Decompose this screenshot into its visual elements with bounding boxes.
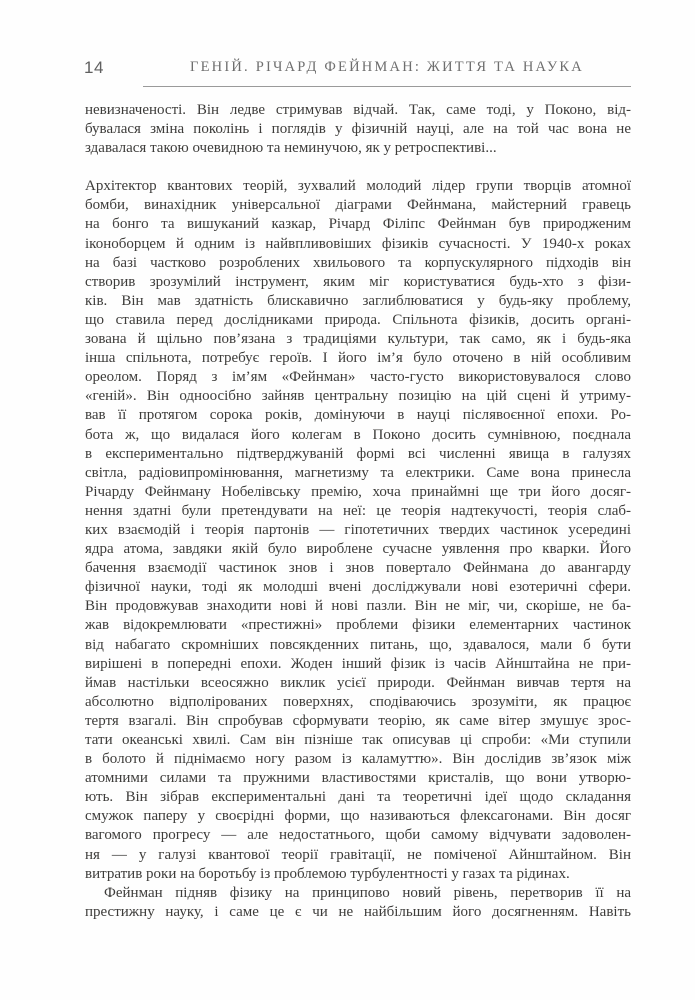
text-line: на базі частково розроблених хвильового та корпускулярного підходів він — [85, 254, 631, 271]
paragraph — [85, 177, 631, 883]
text-line: ореолом. Поряд з ім’ям «Фейнман» часто-густо використовувалося слово — [85, 369, 631, 386]
text-line: Річарду Фейнману Нобелівську премію, хоча принаймні ще три його досяг- — [85, 483, 631, 500]
text-line: ків. Він мав здатність блискавично заглиблюватися у будь-яку проблему, — [85, 292, 631, 309]
text-line: що ставила перед дослідниками природа. Спільнота фізиків, досить органі- — [85, 311, 631, 328]
text-line: в болото й піднімаємо ногу разом із каламуттю». Він дослідив зв’язок між — [85, 751, 631, 768]
text-line: на бонго та вишуканий казкар, Річард Філіпс Фейнман був природженим — [85, 216, 631, 233]
text-column — [85, 101, 631, 922]
text-line: світла, радіовипромінювання, магнетизму та електрики. Саме вона принесла — [85, 464, 631, 481]
text-line: ймав настільки всеосяжно виклик усієї природи. Фейнман вивчав тертя на — [85, 674, 631, 691]
text-line: Фейнман підняв фізику на принципово новий рівень, перетворив її на — [104, 884, 631, 901]
paragraph — [85, 101, 631, 158]
page-number: 14 — [84, 58, 104, 77]
text-line: вирішені в попередні епохи. Жоден інший фізик із часів Айнштайна не при- — [85, 655, 631, 672]
running-head — [0, 57, 695, 91]
text-line: витратив роки на боротьбу із проблемою турбулентності у газах та рідинах. — [85, 865, 570, 882]
text-line: ють. Він зібрав експериментальні дані та теоретичні ідеї щодо складання — [85, 789, 631, 806]
text-line: «геній». Він одноосібно зайняв центральну позицію на цій сцені й утриму- — [85, 388, 631, 405]
text-line: Архітектор квантових теорій, зухвалий молодий лідер групи творців атомної — [85, 178, 631, 195]
text-line: атомними силами та пружними властивостями кристалів, що вони утворю- — [85, 770, 631, 787]
text-line: створив зрозумілий інструмент, яким міг користуватися будь-хто з фізи- — [85, 273, 631, 290]
text-line: фізичної науки, тоді як молодші вчені досліджували нові езотеричні сфери. — [85, 579, 631, 596]
text-line: бувалася зміна поколінь і поглядів у фізичній науці, але на той час вона не — [85, 121, 631, 138]
text-line: ких взаємодій і теорія партонів — гіпотетичних твердих частинок усередині — [85, 521, 631, 538]
text-line: в експериментально підтверджуваній формі всі численні явища в галузях — [85, 445, 631, 462]
text-line: вав її протягом сорока років, домінуючи в науці післявоєнної епохи. Ро- — [85, 407, 631, 424]
text-line: абсолютно відполірованих поверхнях, сподіваючись зрозуміти, як працює — [85, 693, 631, 710]
text-line: престижну науку, і саме це є чи не найбільшим його досягненням. Навіть — [85, 903, 631, 920]
header-title: ГЕНІЙ. РІЧАРД ФЕЙНМАН: ЖИТТЯ ТА НАУКА — [190, 59, 584, 75]
text-line: смужок паперу у своєрідні форми, що називаються флексагонами. Він досяг — [85, 808, 631, 825]
text-line: зована й щільно пов’язана з традиціями культури, так само, як і будь-яка — [85, 331, 631, 348]
text-line: здавалася такою очевидною та неминучою, як у ретроспективі... — [85, 140, 497, 157]
text-line: невизначеності. Він ледве стримував відчай. Так, саме тоді, у Поконо, від- — [85, 102, 631, 118]
text-line: ядра атома, завдяки якій було вироблене сучасне уявлення про кварки. Його — [85, 541, 631, 558]
text-line: тати океанські хвилі. Сам він пізніше так описував ці спроби: «Ми ступили — [85, 732, 631, 748]
text-line: нення здатні були претендувати на неї: це теорія надтекучості, теорія слаб- — [85, 502, 631, 519]
text-line: ня — у галузі квантової теорії гравітації, не поміченої Айнштайном. Він — [85, 846, 631, 863]
text-line: вагомого прогресу — але недостатнього, щоби самому відчувати задоволен- — [85, 827, 631, 844]
text-line: жав відокремлювати «престижні» проблеми фізики елементарних частинок — [85, 617, 631, 634]
text-line: тертя взагалі. Він спробував сформувати теорію, як саме вітер змушує зрос- — [85, 712, 631, 729]
text-line: бота ж, що видалася його колегам в Поконо досить сумнівною, поєднала — [85, 426, 631, 443]
text-line: від набагато скромніших повсякденних питань, що, здавалося, мали б бути — [85, 636, 631, 653]
paragraph — [85, 884, 631, 922]
text-line: бомби, винахідник універсальної діаграми Фейнмана, майстерний гравець — [85, 197, 631, 214]
text-line: іконоборцем й одним із найвпливовіших фізиків сучасності. У 1940-х роках — [85, 235, 631, 252]
header-rule — [143, 86, 631, 87]
text-line: бачення взаємодії частинок знов і знов повертало Фейнмана до авангарду — [85, 560, 631, 577]
text-line: Він продовжував знаходити нові й нові пазли. Він не міг, чи, скоріше, не ба- — [85, 598, 631, 615]
text-line: інша спільнота, потребує героїв. І його ім’я було оточено в ній особливим — [85, 350, 631, 367]
